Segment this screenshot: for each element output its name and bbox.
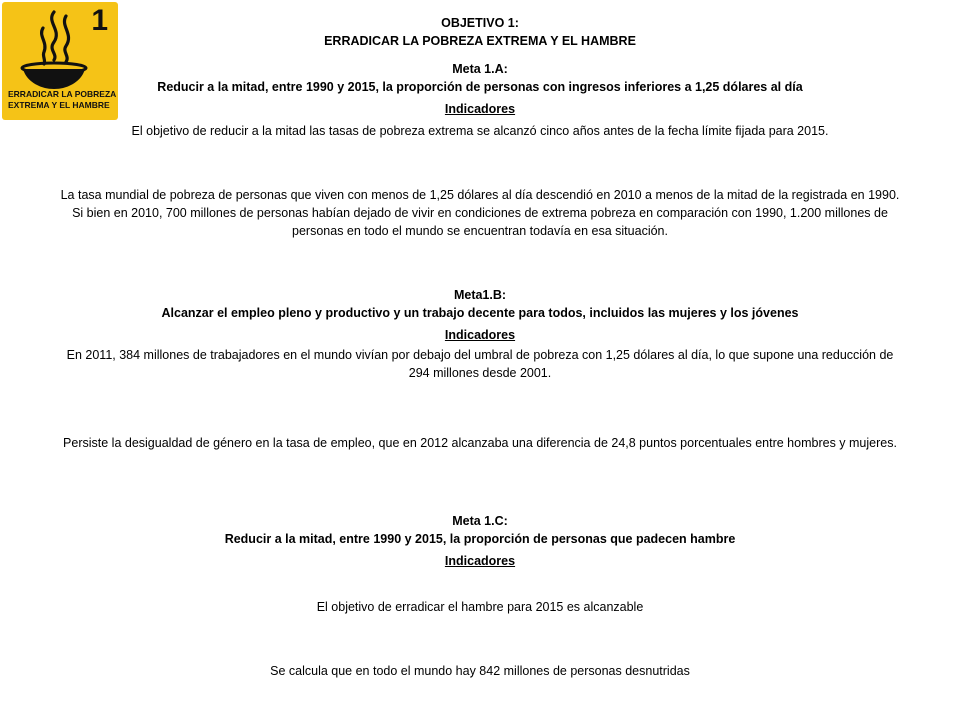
indicator-text: El objetivo de erradicar el hambre para 2015 es alcanzable bbox=[316, 600, 644, 614]
indicator-text: En 2011, 384 millones de trabajadores en el mundo vivían por debajo del umbral de pobreza con 1,25 dólares al día, lo que supone una reducción de 294 millones desde 2001. bbox=[66, 348, 894, 380]
indicators-heading: Indicadores bbox=[444, 554, 516, 568]
indicators-heading: Indicadores bbox=[444, 328, 516, 342]
indicator-text: El objetivo de reducir a la mitad las tasas de pobreza extrema se alcanzó cinco años antes de la fecha límite fijada para 2015. bbox=[131, 124, 829, 138]
goal-caption-line: ERRADICAR LA POBREZA bbox=[8, 89, 117, 99]
target-1c-detail-1 bbox=[40, 598, 920, 616]
indicators-heading: Indicadores bbox=[444, 102, 516, 116]
target-1c-detail-2 bbox=[40, 662, 920, 680]
target-1b bbox=[40, 286, 920, 382]
indicator-text: La tasa mundial de pobreza de personas que viven con menos de 1,25 dólares al día descendió en 2010 a menos de la mitad de la registrada en 1990. Si bien en 2010, 700 millones de personas habían dejado de vivir en condiciones de extrema pobreza en comparación con 1990, 1.200 millones de personas en todo el mundo se encuentran todavía en esa situación. bbox=[60, 188, 900, 238]
target-goal: Alcanzar el empleo pleno y productivo y un trabajo decente para todos, incluidos las mujeres y los jóvenes bbox=[161, 306, 799, 320]
indicator-text: Se calcula que en todo el mundo hay 842 millones de personas desnutridas bbox=[270, 664, 690, 678]
goal-number: 1 bbox=[91, 4, 108, 37]
indicator-text: Persiste la desigualdad de género en la tasa de empleo, que en 2012 alcanzaba una diferencia de 24,8 puntos porcentuales entre hombres y mujeres. bbox=[63, 436, 897, 450]
target-1b-detail bbox=[40, 434, 920, 452]
target-1c bbox=[40, 512, 920, 570]
objective-label: OBJETIVO 1: bbox=[441, 16, 519, 30]
target-1a-detail bbox=[40, 186, 920, 240]
target-goal: Reducir a la mitad, entre 1990 y 2015, la proporción de personas que padecen hambre bbox=[224, 532, 736, 546]
target-goal: Reducir a la mitad, entre 1990 y 2015, la proporción de personas con ingresos inferiores a 1,25 dólares al día bbox=[157, 80, 803, 94]
target-label: Meta1.B: bbox=[453, 288, 507, 302]
objective-title: ERRADICAR LA POBREZA EXTREMA Y EL HAMBRE bbox=[324, 34, 636, 48]
goal-caption-line: EXTREMA Y EL HAMBRE bbox=[8, 100, 110, 110]
target-1a bbox=[40, 60, 920, 140]
target-label: Meta 1.C: bbox=[452, 514, 508, 528]
objective-header bbox=[40, 14, 920, 50]
target-label: Meta 1.A: bbox=[452, 62, 508, 76]
